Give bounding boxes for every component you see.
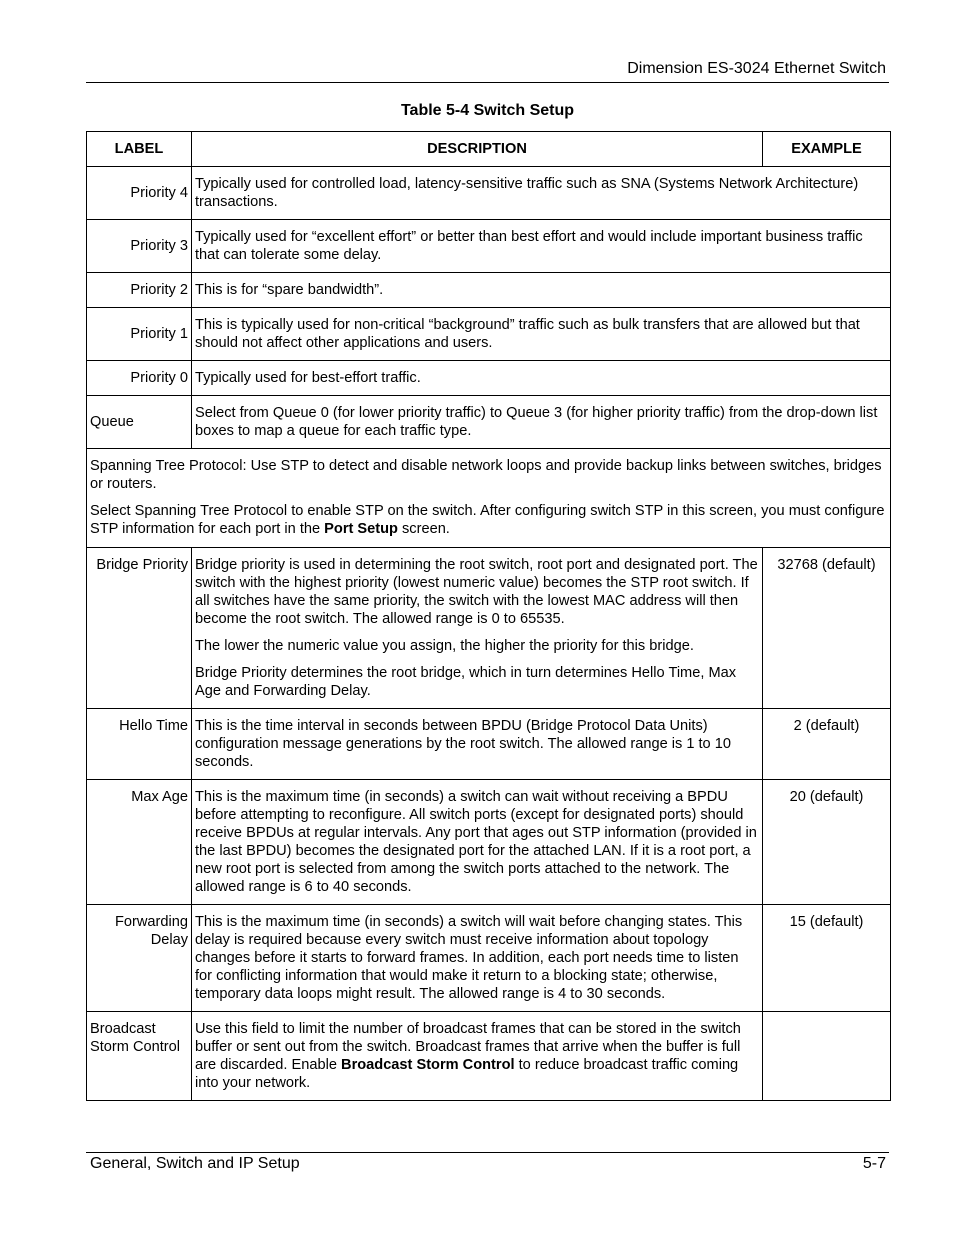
broadcast-storm-emphasis: Broadcast Storm Control xyxy=(341,1057,515,1073)
label-line: Forwarding xyxy=(115,914,188,930)
row-label-broadcast-storm-control xyxy=(87,1012,192,1101)
row-description-max-age: This is the maximum time (in seconds) a switch can wait without receiving a BPDU before attempting to reconfigure. All switch ports (except for designated ports) should receive BPDUs at regular intervals. Any port that ages out STP information (provided in the last BPDU) becomes the designated port for the attached LAN. If it is a root port, a new root port is selected from among the switch ports attached to the network. The allowed range is 6 to 40 seconds. xyxy=(192,780,763,905)
table-row xyxy=(87,361,891,396)
table-row xyxy=(87,308,891,361)
row-description-broadcast-storm-control xyxy=(192,1012,763,1101)
row-description-priority-0: Typically used for best-effort traffic. xyxy=(192,361,891,396)
row-label-queue: Queue xyxy=(87,396,192,449)
row-example-max-age: 20 (default) xyxy=(763,780,891,905)
row-label-forwarding-delay xyxy=(87,905,192,1012)
page-number: 5-7 xyxy=(862,1155,886,1172)
row-description-forwarding-delay: This is the maximum time (in seconds) a switch will wait before changing states. This delay is required because every switch must receive information about topology changes before it starts to forward frames. In addition, each port needs time to listen for conflicting information that would make it return to a blocking state; otherwise, temporary data loops might result. The allowed range is 4 to 30 seconds. xyxy=(192,905,763,1012)
row-example-bridge-priority: 32768 (default) xyxy=(763,548,891,709)
table-row xyxy=(87,905,891,1012)
bridge-priority-para-1: Bridge priority is used in determining the root switch, root port and designated port. The switch with the highest priority (lowest numeric value) becomes the STP root switch. If all switches have the same priority, the switch with the lowest MAC address will then become the root switch. The allowed range is 0 to 65535. xyxy=(195,557,758,627)
header-divider xyxy=(86,82,889,83)
port-setup-emphasis: Port Setup xyxy=(324,521,398,537)
switch-setup-table xyxy=(86,131,891,1101)
stp-setup-text: Select Spanning Tree Protocol to enable STP on the switch. After configuring switch STP in this screen, you must configure STP information for each port in the xyxy=(90,503,885,537)
footer-divider xyxy=(86,1152,889,1153)
stp-setup-paragraph xyxy=(90,502,887,538)
row-example-broadcast-storm-control xyxy=(763,1012,891,1101)
row-example-hello-time: 2 (default) xyxy=(763,709,891,780)
row-description-priority-1: This is typically used for non-critical “background” traffic such as bulk transfers that are allowed but that should not affect other applications and users. xyxy=(192,308,891,361)
row-label-bridge-priority: Bridge Priority xyxy=(87,548,192,709)
row-label-hello-time: Hello Time xyxy=(87,709,192,780)
table-row xyxy=(87,220,891,273)
table-row xyxy=(87,273,891,308)
row-description-priority-2: This is for “spare bandwidth”. xyxy=(192,273,891,308)
bridge-priority-para-2: The lower the numeric value you assign, the higher the priority for this bridge. xyxy=(195,638,694,654)
row-label-priority-3: Priority 3 xyxy=(87,220,192,273)
row-description-priority-4: Typically used for controlled load, latency-sensitive traffic such as SNA (Systems Network Architecture) transactions. xyxy=(192,167,891,220)
running-header: Dimension ES-3024 Ethernet Switch xyxy=(627,60,886,77)
table-caption: Table 5-4 Switch Setup xyxy=(400,102,575,119)
label-line: Broadcast xyxy=(90,1021,156,1037)
table-row xyxy=(87,548,891,709)
column-header-example: EXAMPLE xyxy=(763,132,891,167)
row-description-bridge-priority xyxy=(192,548,763,709)
label-line: Delay xyxy=(150,932,188,948)
table-header-row xyxy=(87,132,891,167)
column-header-description: DESCRIPTION xyxy=(192,132,763,167)
stp-setup-text-end: screen. xyxy=(397,521,450,537)
row-label-priority-2: Priority 2 xyxy=(87,273,192,308)
row-label-priority-0: Priority 0 xyxy=(87,361,192,396)
row-label-max-age: Max Age xyxy=(87,780,192,905)
label-line: Storm Control xyxy=(90,1039,181,1055)
row-description-hello-time: This is the time interval in seconds between BPDU (Bridge Protocol Data Units) configuration message generations by the root switch. The allowed range is 1 to 10 seconds. xyxy=(192,709,763,780)
table-row xyxy=(87,709,891,780)
column-header-label: LABEL xyxy=(87,132,192,167)
row-label-priority-4: Priority 4 xyxy=(87,167,192,220)
stp-section-description xyxy=(87,449,891,548)
table-row xyxy=(87,167,891,220)
broadcast-desc-text: Use this field to limit the number of broadcast frames that can be stored in the switch buffer or sent out from the switch. Broadcast frames that arrive when the buffer is full are discarded. Enable xyxy=(195,1021,741,1073)
broadcast-desc-text-end: to reduce broadcast traffic coming into your network. xyxy=(195,1057,739,1091)
table-row xyxy=(87,396,891,449)
row-description-queue: Select from Queue 0 (for lower priority traffic) to Queue 3 (for higher priority traffic) from the drop-down list boxes to map a queue for each traffic type. xyxy=(192,396,891,449)
stp-intro-paragraph: Spanning Tree Protocol: Use STP to detect and disable network loops and provide backup links between switches, bridges or routers. xyxy=(90,458,882,492)
row-label-priority-1: Priority 1 xyxy=(87,308,192,361)
table-row xyxy=(87,1012,891,1101)
table-section-row xyxy=(87,449,891,548)
row-description-priority-3: Typically used for “excellent effort” or better than best effort and would include important business traffic that can tolerate some delay. xyxy=(192,220,891,273)
row-example-forwarding-delay: 15 (default) xyxy=(763,905,891,1012)
table-row xyxy=(87,780,891,905)
footer-section-title: General, Switch and IP Setup xyxy=(90,1155,300,1172)
bridge-priority-para-3: Bridge Priority determines the root bridge, which in turn determines Hello Time, Max Age and Forwarding Delay. xyxy=(195,665,737,699)
